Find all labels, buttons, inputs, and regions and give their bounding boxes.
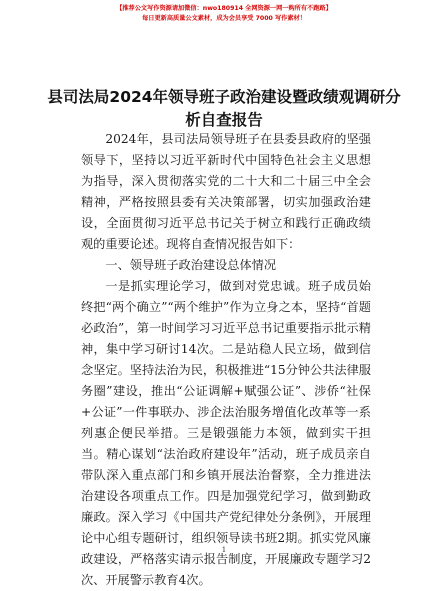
section-heading: 一、领导班子政治建设总体情况 [105,258,277,272]
page-number: 1 [221,546,227,554]
promo-banner-line-1: 【推荐公文写作资源请加微信：nwo180914 全网资源一网一购所有不跑路】 [116,5,332,12]
body-paragraph: 一是抓实理论学习，做到对党忠诚。班子成员始终把“两个确立”“两个维护”作为立身之本，坚持“首题必政治”，第一时间学习习近平总书记重要指示批示精神，集中学习研讨14次。二是站稳人民立场，做到信念坚定。坚持法治为民，积极推进“15分钟公共法律服务圈”建设，推出“公证调解+赋强公证”、涉侨“社保+公证”一件事联办、涉企法治服务增值化改革等一系列惠企便民举措。三是锻强能力本领，做到实干担当。精心谋划“法治政府建设年”活动，班子成员亲自带队深入重点部门和乡镇开展法治督察，全力推进法治建设各项重点工作。四是加强党纪学习，做到勤政廉政。深入学习《中国共产党纪律处分条例》，开展理论中心组专题研讨，组织领导读书班2期。抓实党风廉政建设，严格落实请示报告制度，开展廉政专题学习2次、开展警示教育4次。 [81,279,371,587]
intro-paragraph: 2024年，县司法局领导班子在县委县政府的坚强领导下，坚持以习近平新时代中国特色社会主义思想为指导，深入贯彻落实党的二十大和二十届三中全会精神，严格按照县委有关决策部署，切实加强政治建设，全面贯彻习近平总书记关于树立和践行正确政绩观的重要论述。现将自查情况报告如下： [81,132,371,251]
promo-banner [0,4,448,24]
document-body [81,129,371,591]
promo-banner-line-2: 每日更新高质量公文素材，成为会员享受 7000 写作素材！ [142,15,306,22]
document-title: 县司法局2024年领导班子政治建设暨政绩观调研分析自查报告 [47,88,401,129]
